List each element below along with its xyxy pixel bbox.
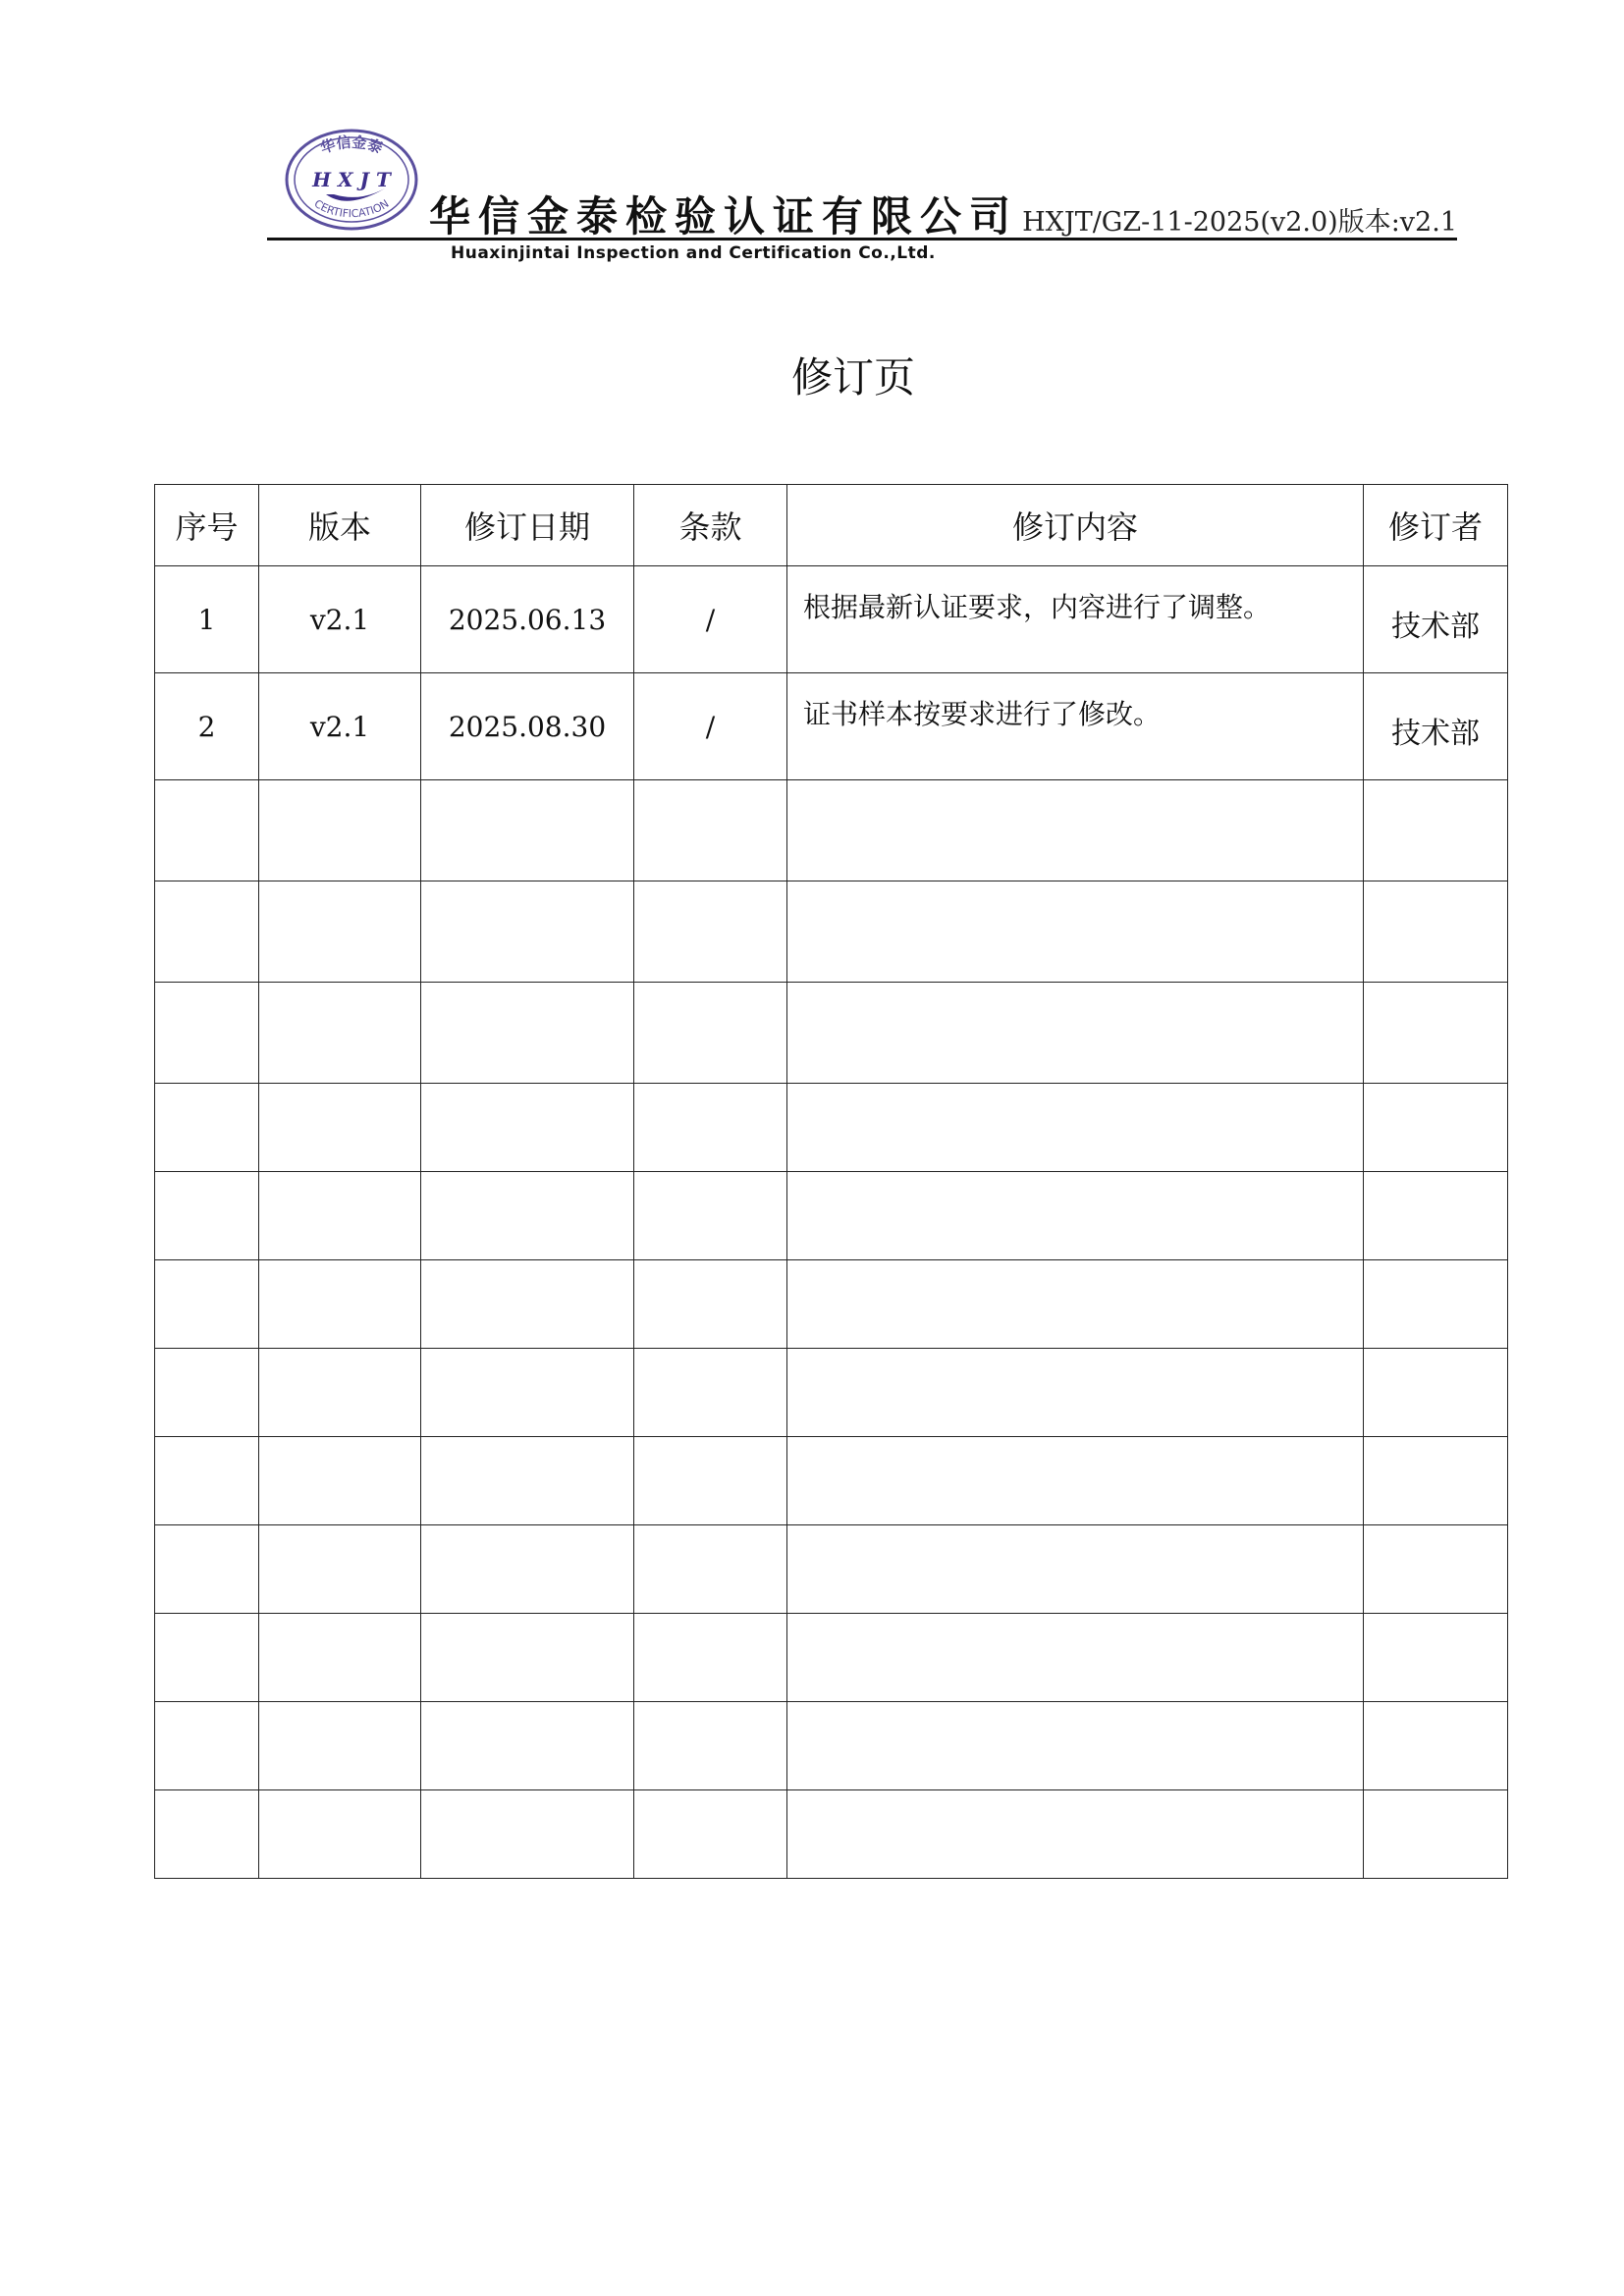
empty-cell	[155, 1260, 259, 1349]
empty-cell	[259, 1702, 421, 1790]
empty-cell	[259, 780, 421, 881]
company-name-en: Huaxinjintai Inspection and Certification Co.,Ltd.	[451, 243, 936, 263]
empty-cell	[1364, 1172, 1508, 1260]
header-date: 修订日期	[421, 485, 634, 566]
empty-table-row	[155, 1614, 1508, 1702]
empty-cell	[421, 780, 634, 881]
empty-cell	[1364, 1702, 1508, 1790]
header-divider	[267, 238, 1457, 240]
cell-content: 证书样本按要求进行了修改。	[787, 673, 1364, 780]
empty-cell	[259, 1260, 421, 1349]
empty-table-row	[155, 1084, 1508, 1172]
table-header-row	[155, 485, 1508, 566]
header-content: 修订内容	[787, 485, 1364, 566]
empty-cell	[1364, 1084, 1508, 1172]
empty-cell	[634, 780, 787, 881]
empty-cell	[155, 1172, 259, 1260]
empty-cell	[634, 1790, 787, 1879]
hxjt-certification-seal-icon	[283, 126, 420, 234]
cell-clause: /	[634, 566, 787, 673]
cell-seq: 2	[155, 673, 259, 780]
seal-top-text: 华信金泰	[317, 133, 386, 158]
empty-cell	[259, 1349, 421, 1437]
empty-cell	[421, 881, 634, 983]
empty-cell	[1364, 983, 1508, 1084]
empty-cell	[421, 1437, 634, 1525]
empty-cell	[155, 1084, 259, 1172]
empty-cell	[787, 1260, 1364, 1349]
empty-cell	[634, 1172, 787, 1260]
empty-cell	[787, 1437, 1364, 1525]
empty-cell	[787, 1349, 1364, 1437]
empty-cell	[259, 1172, 421, 1260]
cell-date: 2025.06.13	[421, 566, 634, 673]
empty-cell	[787, 1790, 1364, 1879]
empty-cell	[259, 1437, 421, 1525]
table-row	[155, 566, 1508, 673]
empty-cell	[634, 1084, 787, 1172]
empty-cell	[259, 881, 421, 983]
empty-cell	[787, 1084, 1364, 1172]
empty-cell	[259, 1525, 421, 1614]
empty-cell	[1364, 780, 1508, 881]
empty-cell	[1364, 1260, 1508, 1349]
empty-table-row	[155, 1525, 1508, 1614]
cell-version: v2.1	[259, 673, 421, 780]
empty-cell	[787, 1172, 1364, 1260]
empty-cell	[634, 1614, 787, 1702]
empty-table-row	[155, 1702, 1508, 1790]
empty-cell	[634, 1525, 787, 1614]
empty-cell	[787, 881, 1364, 983]
empty-cell	[1364, 1525, 1508, 1614]
empty-cell	[1364, 881, 1508, 983]
revision-table	[154, 484, 1508, 1879]
empty-cell	[155, 1790, 259, 1879]
empty-table-row	[155, 780, 1508, 881]
header-seq: 序号	[155, 485, 259, 566]
document-header	[267, 116, 1457, 273]
empty-cell	[155, 780, 259, 881]
empty-cell	[155, 881, 259, 983]
empty-cell	[1364, 1349, 1508, 1437]
empty-cell	[259, 1614, 421, 1702]
seal-bottom-text: CERTIFICATION	[311, 196, 392, 221]
empty-cell	[634, 1702, 787, 1790]
empty-table-row	[155, 1790, 1508, 1879]
empty-cell	[634, 1437, 787, 1525]
cell-seq: 1	[155, 566, 259, 673]
empty-cell	[421, 1172, 634, 1260]
empty-table-row	[155, 983, 1508, 1084]
company-name-cn: 华信金泰检验认证有限公司	[429, 192, 1019, 240]
empty-cell	[1364, 1790, 1508, 1879]
cell-author: 技术部	[1364, 673, 1508, 780]
empty-cell	[421, 1790, 634, 1879]
header-author: 修订者	[1364, 485, 1508, 566]
empty-cell	[634, 881, 787, 983]
empty-cell	[787, 1525, 1364, 1614]
empty-cell	[421, 983, 634, 1084]
empty-table-row	[155, 881, 1508, 983]
cell-content: 根据最新认证要求，内容进行了调整。	[787, 566, 1364, 673]
table-row	[155, 673, 1508, 780]
empty-cell	[155, 1437, 259, 1525]
empty-cell	[259, 1790, 421, 1879]
cell-date: 2025.08.30	[421, 673, 634, 780]
empty-cell	[634, 1260, 787, 1349]
empty-table-row	[155, 1437, 1508, 1525]
empty-cell	[787, 1614, 1364, 1702]
empty-cell	[259, 1084, 421, 1172]
cell-author: 技术部	[1364, 566, 1508, 673]
empty-cell	[421, 1349, 634, 1437]
seal-middle-text: H X J T	[312, 168, 391, 191]
cell-clause: /	[634, 673, 787, 780]
empty-table-row	[155, 1349, 1508, 1437]
document-code: HXJT/GZ-11-2025(v2.0)版本:v2.1	[1022, 207, 1457, 238]
cell-version: v2.1	[259, 566, 421, 673]
header-version: 版本	[259, 485, 421, 566]
empty-cell	[155, 1525, 259, 1614]
empty-table-row	[155, 1260, 1508, 1349]
empty-cell	[421, 1084, 634, 1172]
empty-cell	[421, 1614, 634, 1702]
empty-cell	[1364, 1437, 1508, 1525]
empty-cell	[421, 1702, 634, 1790]
empty-cell	[787, 780, 1364, 881]
empty-cell	[155, 1614, 259, 1702]
page-title: 修订页	[790, 353, 915, 401]
empty-cell	[259, 983, 421, 1084]
empty-cell	[787, 983, 1364, 1084]
empty-cell	[155, 1702, 259, 1790]
empty-cell	[155, 983, 259, 1084]
empty-cell	[421, 1525, 634, 1614]
empty-cell	[787, 1702, 1364, 1790]
empty-cell	[421, 1260, 634, 1349]
empty-cell	[634, 983, 787, 1084]
empty-cell	[634, 1349, 787, 1437]
header-clause: 条款	[634, 485, 787, 566]
empty-cell	[155, 1349, 259, 1437]
empty-table-row	[155, 1172, 1508, 1260]
empty-cell	[1364, 1614, 1508, 1702]
